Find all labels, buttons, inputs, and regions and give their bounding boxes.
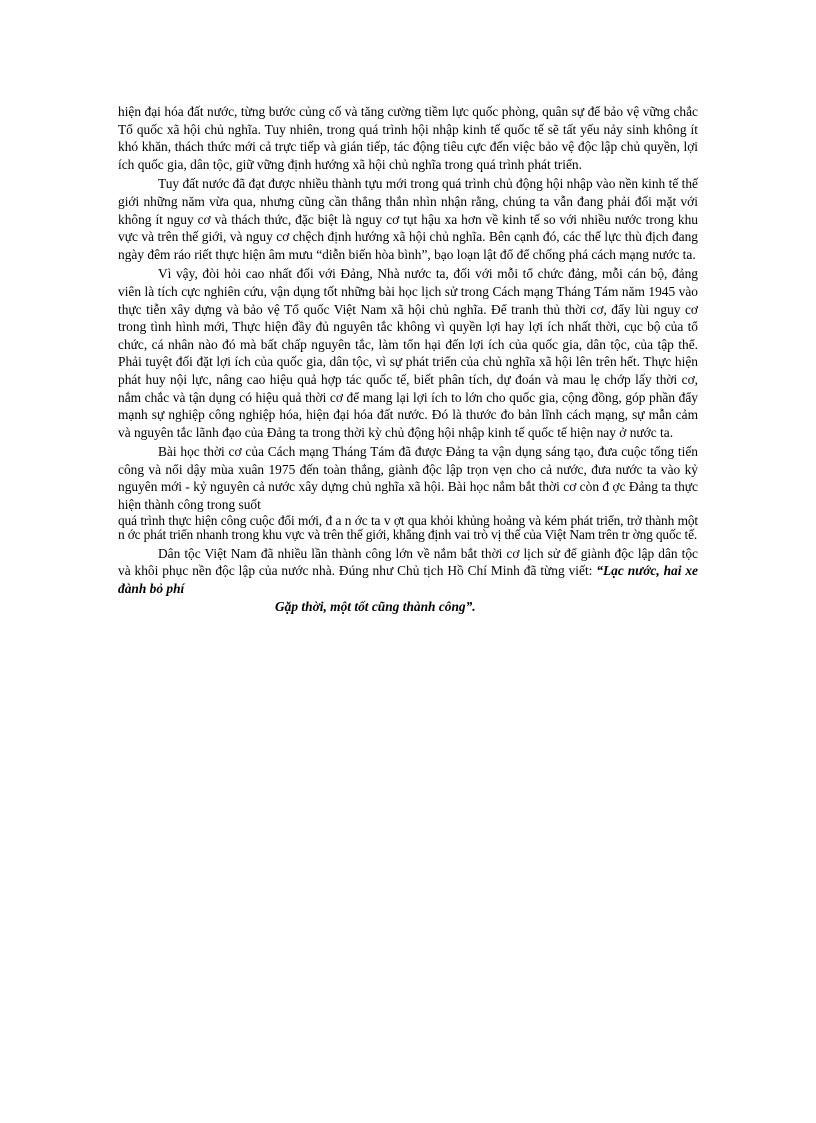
paragraph-3: Vì vậy, đòi hỏi cao nhất đối với Đảng, Nhà nước ta, đối với mỗi tổ chức đảng, mỗi cán bộ, đảng viên là tích cực nghiên cứu, vận dụng tốt những bài học lịch sử trong Cách mạng Tháng Tám năm 1945 vào thực tiễn xây dựng và bảo vệ Tổ quốc Việt Nam xã hội chủ nghĩa. Để tranh thủ thời cơ, đẩy lùi nguy cơ trong tình hình mới, Thực hiện đầy đủ nguyên tắc không vì quyền lợi hay lợi ích nhất thời, cục bộ của tổ chức, cá nhân nào đó mà bất chấp nguyên tắc, làm tổn hại đến lợi ích của quốc gia, dân tộc, của tập thể. Phải tuyệt đối đặt lợi ích của quốc gia, dân tộc, vì sự phát triển của chủ nghĩa xã hội lên trên hết. Thực hiện phát huy nội lực, nâng cao hiệu quả hợp tác quốc tế, biết phân tích, dự đoán và mau lẹ chớp lấy thời cơ, nắm chắc và tận dụng có hiệu quả thời cơ để mang lại lợi ích to lớn cho quốc gia, cộng đồng, góp phần đẩy mạnh sự nghiệp công nghiệp hóa, hiện đại hóa đất nước. Đó là thước đo bản lĩnh cách mạng, sự mẫn cảm và nguyên tắc lãnh đạo của Đảng ta trong thời kỳ chủ động hội nhập kinh tế quốc tế hiện nay ở nước ta. <box>118 266 698 440</box>
paragraph-4: Bài học thời cơ của Cách mạng Tháng Tám đã được Đảng ta vận dụng sáng tạo, đưa cuộc tổng tiến công và nổi dậy mùa xuân 1975 đến toàn thắng, giành độc lập trọn vẹn cho cả nước, đưa nước ta vào kỷ nguyên mới - kỷ nguyên cả nước xây dựng chủ nghĩa xã hội. Bài học nắm bắt thời cơ còn đ ợc Đảng ta thực hiện thành công trong suốt <box>118 444 698 513</box>
paragraph-1: hiện đại hóa đất nước, từng bước củng cố và tăng cường tiềm lực quốc phòng, quân sự để bảo vệ vững chắc Tổ quốc xã hội chủ nghĩa. Tuy nhiên, trong quá trình hội nhập kinh tế quốc tế sẽ tất yếu nảy sinh không ít khó khăn, thách thức mới cả trực tiếp và gián tiếp, tác động tiêu cực đến việc bảo vệ độc lập chủ quyền, lợi ích quốc gia, dân tộc, giữ vững định hướng xã hội chủ nghĩa trong quá trình phát triển. <box>118 104 698 172</box>
paragraph-4-continued: quá trình thực hiện công cuộc đổi mới, đ a n ớc ta v ợt qua khỏi khủng hoảng và kém phát triển, trở thành một n ớc phát triển nhanh trong khu vực và trên thế giới, khẳng định vai trò vị thế của Việt Nam trên tr ờng quốc tế. <box>118 512 698 543</box>
quote-line-1: “Lạc nước, hai xe đành bỏ phí <box>118 563 698 596</box>
paragraph-5 <box>118 545 698 616</box>
paragraph-2: Tuy đất nước đã đạt được nhiều thành tựu mới trong quá trình chủ động hội nhập vào nền kinh tế thế giới những năm vừa qua, nhưng cũng cần thẳng thắn nhìn nhận rằng, chúng ta vẫn đang phải đối mặt với không ít nguy cơ và thách thức, đặc biệt là nguy cơ tụt hậu xa hơn về kinh tế so với nhiều nước trong khu vực và trên thế giới, và nguy cơ chệch định hướng xã hội chủ nghĩa. Bên cạnh đó, các thế lực thù địch đang ngày đêm ráo riết thực hiện âm mưu “diễn biến hòa bình”, bạo loạn lật đổ để chống phá cách mạng nước ta. <box>118 176 698 262</box>
quote-line-2: Gặp thời, một tốt cũng thành công”. <box>275 599 476 615</box>
paragraph-5-text: Dân tộc Việt Nam đã nhiều lần thành công lớn về nắm bắt thời cơ lịch sử để giành độc lập dân tộc và khôi phục nền độc lập của nước nhà. Đúng như Chủ tịch Hồ Chí Minh đã từng viết: <box>118 545 698 579</box>
document-page <box>118 103 698 618</box>
